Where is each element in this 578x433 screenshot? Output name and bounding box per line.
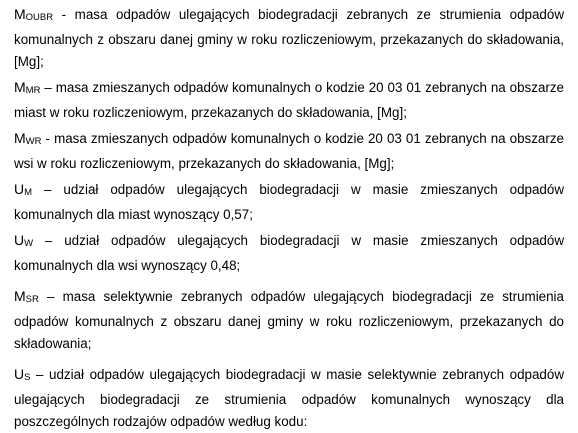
symbol: U xyxy=(14,232,25,248)
symbol: M xyxy=(14,79,26,95)
symbol-subscript: W xyxy=(24,238,34,249)
symbol-subscript: MR xyxy=(25,85,41,96)
definition-text: - masa zmieszanych odpadów komunalnych o kodzie 20 03 01 zebranych na obszarze wsi w roku rozliczeniowym, przekazanych do składowania, [Mg]; xyxy=(14,131,564,171)
definition-u-w xyxy=(14,229,564,277)
definition-m-oubr xyxy=(14,3,564,73)
definition-u-s xyxy=(14,363,564,433)
definition-text: – masa zmieszanych odpadów komunalnych o kodzie 20 03 01 zebranych na obszarze miast w roku rozliczeniowym, przekazanych do składowania, [Mg]; xyxy=(14,80,564,120)
symbol: M xyxy=(14,288,26,304)
definition-text: - masa odpadów ulegających biodegradacji zebranych ze strumienia odpadów komunalnych z obszaru danej gminy w roku rozliczeniowym, przekazanych do składowania, [Mg]; xyxy=(14,7,564,69)
definition-m-wr xyxy=(14,127,564,175)
definition-m-mr xyxy=(14,76,564,124)
definition-text: – udział odpadów ulegających biodegradacji w masie selektywnie zebranych odpadów ulegających biodegradacji ze strumienia odpadów komunalnych wynoszący dla poszczególnych rodzajów odpadów według kodu: xyxy=(14,367,564,429)
symbol: U xyxy=(14,366,25,382)
definition-text: – masa selektywnie zebranych odpadów ulegających biodegradacji ze strumienia odpadów komunalnych z obszaru danej gminy w roku rozliczeniowym, przekazanych do składowania; xyxy=(14,289,564,351)
definition-m-sr xyxy=(14,285,564,355)
symbol-subscript: S xyxy=(24,372,31,383)
definition-text: – udział odpadów ulegających biodegradacji w masie zmieszanych odpadów komunalnych dla wsi wynoszący 0,48; xyxy=(14,233,564,273)
symbol: M xyxy=(14,130,26,146)
symbol-subscript: M xyxy=(24,187,33,198)
symbol-subscript: OUBR xyxy=(25,12,54,23)
symbol-subscript: SR xyxy=(25,294,39,305)
symbol: M xyxy=(14,6,26,22)
symbol: U xyxy=(14,181,25,197)
definition-text: – udział odpadów ulegających biodegradacji w masie zmieszanych odpadów komunalnych dla miast wynoszący 0,57; xyxy=(14,182,564,222)
symbol-subscript: WR xyxy=(25,136,42,147)
definition-u-m xyxy=(14,178,564,226)
